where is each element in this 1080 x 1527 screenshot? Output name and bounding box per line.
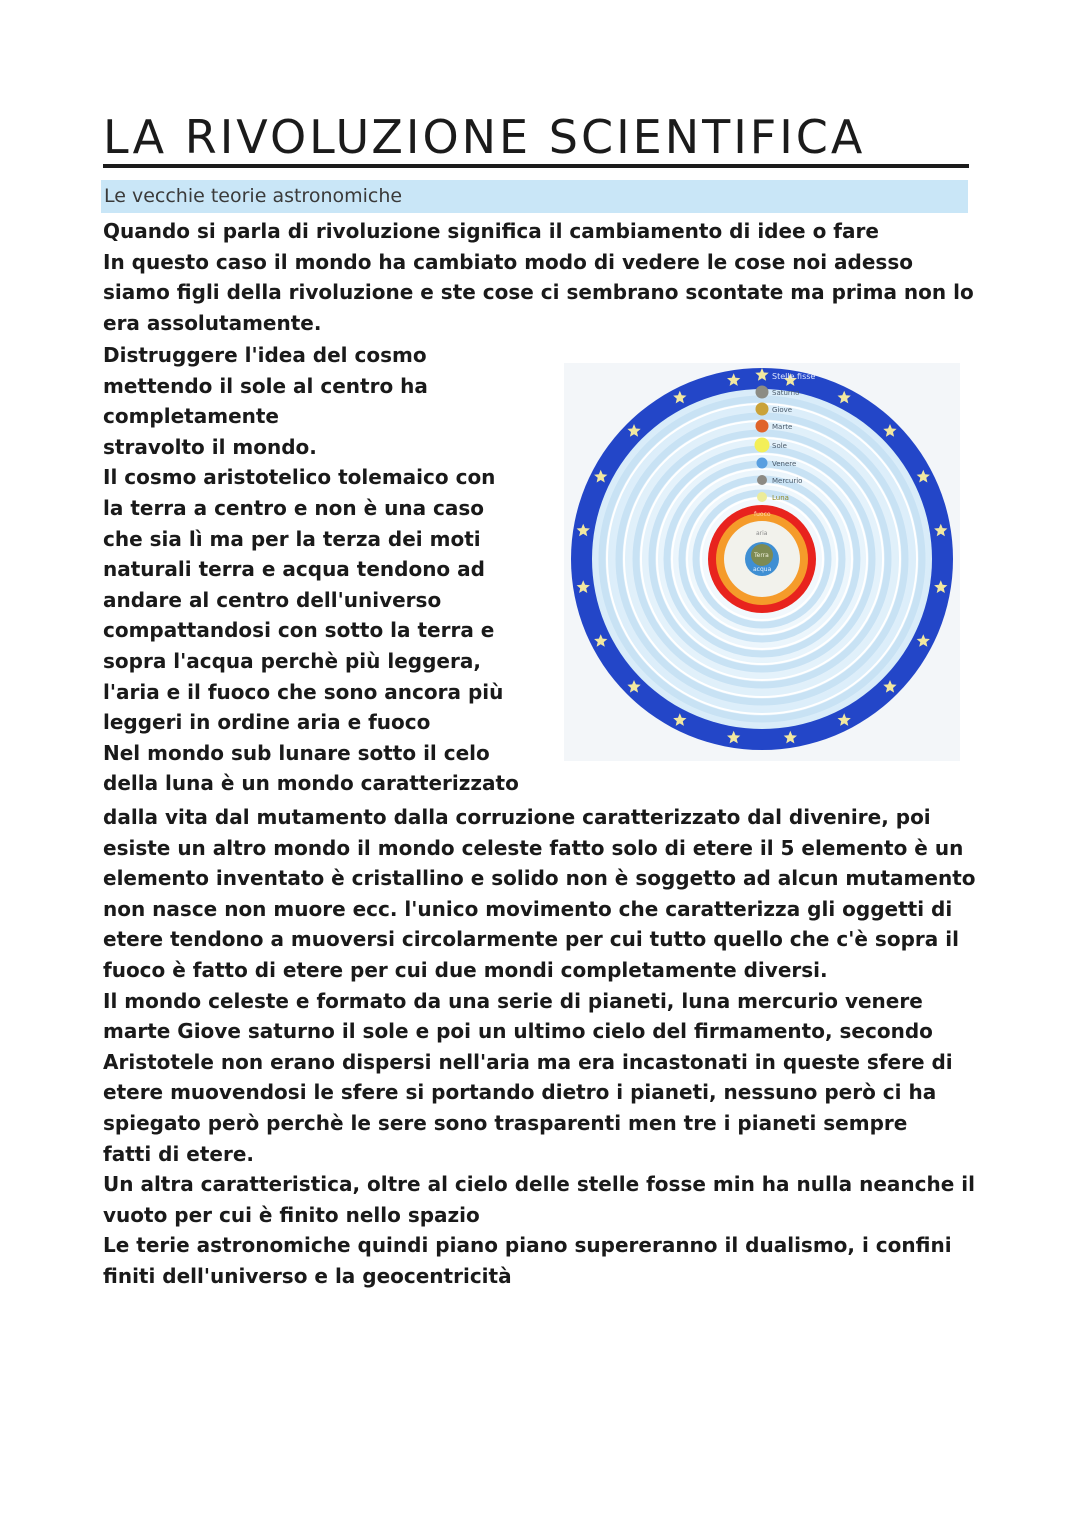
page-title: LA RIVOLUZIONE SCIENTIFICA bbox=[103, 110, 866, 164]
text-line: Quando si parla di rivoluzione significa il cambiamento di idee o fare bbox=[103, 219, 879, 243]
text-line: esiste un altro mondo il mondo celeste fatto solo di etere il 5 elemento è un bbox=[103, 835, 964, 860]
text-line: l'aria e il fuoco che sono ancora più bbox=[103, 679, 504, 704]
saturn-label: Saturno bbox=[772, 389, 800, 397]
text-line: spiegato però perchè le sere sono trasparenti men tre i pianeti sempre bbox=[103, 1110, 908, 1135]
text-line: Un altra caratteristica, oltre al cielo delle stelle fosse min ha nulla neanche il bbox=[103, 1172, 975, 1197]
venus-icon bbox=[757, 458, 768, 469]
sublunar-world bbox=[708, 505, 816, 613]
mercury-icon bbox=[757, 475, 767, 485]
text-line: vuoto per cui è finito nello spazio bbox=[103, 1202, 480, 1227]
text-line: stravolto il mondo. bbox=[103, 434, 317, 459]
air-label: aria bbox=[756, 530, 768, 537]
text-line: dalla vita dal mutamento dalla corruzione caratterizzato dal divenire, poi bbox=[103, 805, 931, 829]
text-line: completamente bbox=[103, 404, 279, 429]
text-line: Le terie astronomiche quindi piano piano supereranno il dualismo, i confini bbox=[103, 1233, 952, 1258]
mars-label: Marte bbox=[772, 423, 793, 431]
left-column-paragraph bbox=[103, 340, 543, 799]
moon-icon bbox=[757, 492, 767, 502]
text-line: etere tendono a muoversi circolarmente per cui tutto quello che c'è sopra il bbox=[103, 927, 959, 952]
text-line: era assolutamente. bbox=[103, 310, 322, 335]
text-line: mettendo il sole al centro ha bbox=[103, 373, 428, 398]
title-underline bbox=[103, 164, 969, 168]
saturn-icon bbox=[756, 386, 769, 399]
text-line: marte Giove saturno il sole e poi un ultimo cielo del firmamento, secondo bbox=[103, 1019, 933, 1044]
text-line: Aristotele non erano dispersi nell'aria ma era incastonati in queste sfere di bbox=[103, 1049, 953, 1074]
fire-label: fuoco bbox=[754, 511, 771, 518]
text-line: elemento inventato è cristallino e solido non è soggetto ad alcun mutamento bbox=[103, 866, 976, 891]
mars-icon bbox=[756, 420, 769, 433]
sun-icon bbox=[755, 438, 770, 453]
mercury-label: Mercurio bbox=[772, 477, 803, 485]
text-line: naturali terra e acqua tendono ad bbox=[103, 557, 485, 582]
moon-label: Luna bbox=[772, 494, 789, 502]
text-line: Nel mondo sub lunare sotto il celo bbox=[103, 740, 490, 765]
cosmos-svg bbox=[564, 363, 960, 761]
text-line: siamo figli della rivoluzione e ste cose ci sembrano scontate ma prima non lo bbox=[103, 280, 974, 305]
water-label: acqua bbox=[753, 566, 772, 573]
text-line: non nasce non muore ecc. l'unico movimento che caratterizza gli oggetti di bbox=[103, 896, 953, 921]
text-line: andare al centro dell'universo bbox=[103, 587, 442, 612]
text-line: Il mondo celeste e formato da una serie di pianeti, luna mercurio venere bbox=[103, 988, 923, 1013]
text-line: che sia lì ma per la terza dei moti bbox=[103, 526, 481, 551]
jupiter-label: Giove bbox=[772, 406, 793, 414]
main-paragraph bbox=[103, 802, 993, 1292]
earth-label: Terra bbox=[754, 552, 769, 559]
text-line: leggeri in ordine aria e fuoco bbox=[103, 710, 431, 735]
jupiter-icon bbox=[756, 403, 769, 416]
text-line: fuoco è fatto di etere per cui due mondi completamente diversi. bbox=[103, 957, 828, 982]
fixed-stars-label: Stelle fisse bbox=[772, 372, 816, 381]
text-line: sopra l'acqua perchè più leggera, bbox=[103, 648, 481, 673]
section-heading: Le vecchie teorie astronomiche bbox=[101, 180, 968, 213]
text-line: compattandosi con sotto la terra e bbox=[103, 618, 495, 643]
text-line: fatti di etere. bbox=[103, 1141, 254, 1166]
intro-paragraph bbox=[103, 216, 983, 338]
sun-label: Sole bbox=[772, 442, 787, 450]
venus-label: Venere bbox=[772, 460, 797, 468]
text-line: In questo caso il mondo ha cambiato modo di vedere le cose noi adesso bbox=[103, 249, 913, 274]
text-line: Distruggere l'idea del cosmo bbox=[103, 343, 427, 367]
text-line: della luna è un mondo caratterizzato bbox=[103, 771, 519, 796]
text-line: etere muovendosi le sfere si portando dietro i pianeti, nessuno però ci ha bbox=[103, 1080, 937, 1105]
geocentric-cosmos-diagram bbox=[564, 363, 960, 761]
text-line: la terra a centro e non è una caso bbox=[103, 495, 485, 520]
text-line: finiti dell'universo e la geocentricità bbox=[103, 1263, 512, 1288]
text-line: Il cosmo aristotelico tolemaico con bbox=[103, 465, 496, 490]
